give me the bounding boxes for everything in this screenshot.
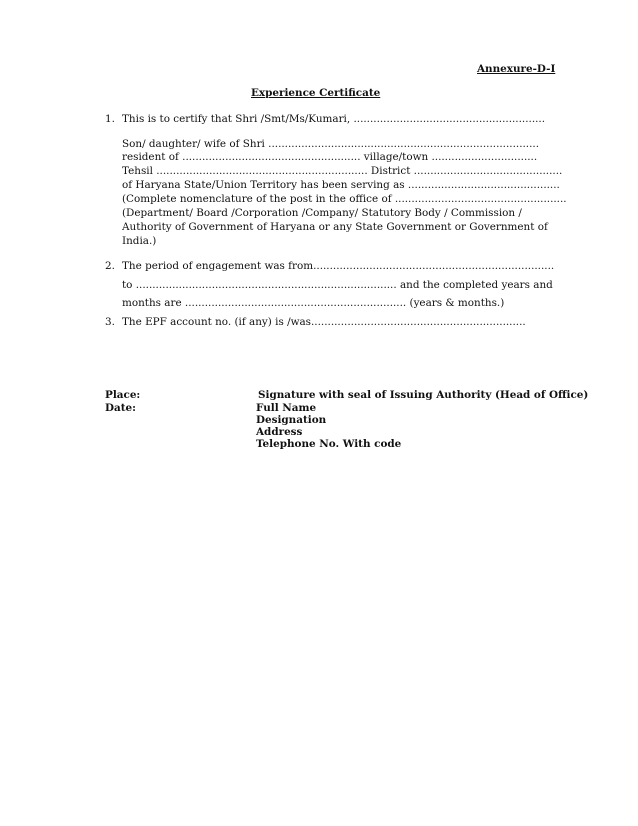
item1-line8: Authority of Government of Haryana or any State Government or Government of: [122, 221, 548, 233]
item1-line2: Son/ daughter/ wife of Shri ..................................................................................: [122, 138, 540, 150]
item1-line1: This is to certify that Shri /Smt/Ms/Kumari, ..........................................................: [122, 113, 546, 125]
item3-line1: The EPF account no. (if any) is /was.................................................................: [122, 316, 526, 328]
item2-line2: to ............................................................................... and the completed years and: [122, 279, 553, 291]
item-number: 2.: [105, 260, 115, 272]
annexure-label: Annexure-D-I: [477, 63, 556, 75]
telephone-label: Telephone No. With code: [256, 438, 402, 450]
designation-label: Designation: [256, 414, 327, 426]
item1-line4: Tehsil ................................................................ District .............................................: [122, 165, 563, 177]
item1-line9: India.): [122, 235, 157, 247]
item1-line6: (Complete nomenclature of the post in the office of ....................................................: [122, 193, 567, 205]
item1-line7: (Department/ Board /Corporation /Company/ Statutory Body / Commission /: [122, 207, 522, 219]
document-title: Experience Certificate: [251, 87, 381, 99]
item2-line1: The period of engagement was from.........................................................................: [122, 260, 555, 272]
item-number: 3.: [105, 316, 115, 328]
date-label: Date:: [105, 402, 136, 414]
signature-label: Signature with seal of Issuing Authority (Head of Office): [258, 389, 589, 401]
item1-line5: of Haryana State/Union Territory has been serving as ..............................................: [122, 179, 560, 191]
item2-line3: months are ................................................................... (years & months.): [122, 297, 505, 309]
item-number: 1.: [105, 113, 115, 125]
place-label: Place:: [105, 389, 141, 401]
address-label: Address: [256, 426, 303, 438]
full-name-label: Full Name: [256, 402, 317, 414]
item1-line3: resident of ...................................................... village/town ................................: [122, 151, 538, 163]
